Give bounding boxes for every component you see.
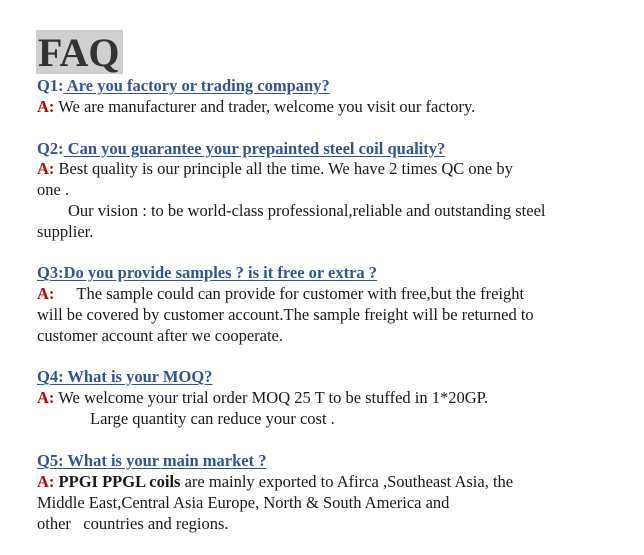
question-number: Q1:: [37, 76, 64, 95]
answer-line: one .: [37, 180, 70, 199]
answer-line: customer account after we cooperate.: [37, 326, 283, 345]
faq-answer-1: [37, 96, 607, 117]
answer-label: A:: [37, 159, 55, 178]
faq-answer-5: [37, 471, 607, 534]
answer-text: We welcome your trial order MOQ 25 T to be stuffed in 1*20GP.: [58, 388, 489, 407]
answer-label: A:: [37, 472, 55, 491]
faq-answer-3: [37, 283, 607, 346]
answer-line: Large quantity can reduce your cost .: [90, 409, 335, 428]
question-text: What is your MOQ?: [67, 367, 213, 386]
answer-bold-text: PPGI PPGL coils: [58, 472, 181, 491]
page-title: FAQ: [36, 30, 123, 74]
question-number: Q4:: [37, 367, 68, 386]
question-number: Q3:: [37, 263, 64, 282]
question-number: Q5:: [37, 451, 68, 470]
answer-line: [37, 471, 607, 492]
answer-label: A:: [37, 388, 55, 407]
answer-label: A:: [37, 284, 55, 303]
answer-text: The sample could can provide for customer with free,but the freight: [76, 284, 525, 303]
answer-label: A:: [37, 97, 55, 116]
answer-line: other countries and regions.: [37, 514, 229, 533]
faq-answer-4: [37, 387, 607, 429]
faq-question-4: [37, 367, 212, 387]
question-text: Are you factory or trading company?: [63, 76, 330, 95]
answer-text: Best quality is our principle all the time. We have 2 times QC one by: [58, 159, 513, 178]
faq-answer-2: [37, 158, 607, 242]
answer-line: [37, 96, 607, 117]
faq-question-2: [37, 139, 445, 159]
answer-line: supplier.: [37, 222, 94, 241]
answer-line: [37, 158, 607, 179]
question-text: Can you guarantee your prepainted steel coil quality?: [63, 139, 446, 158]
question-text: What is your main market ?: [67, 451, 267, 470]
faq-question-5: [37, 451, 266, 471]
answer-line: [37, 283, 607, 304]
answer-line: [37, 387, 607, 408]
answer-line: Our vision : to be world-class professional,reliable and outstanding steel: [68, 201, 546, 220]
faq-question-1: [37, 76, 330, 96]
question-text: Do you provide samples ? is it free or extra ?: [63, 263, 378, 282]
question-number: Q2:: [37, 139, 64, 158]
answer-text: are mainly exported to Afirca ,Southeast Asia, the: [184, 472, 514, 491]
answer-text: We are manufacturer and trader, welcome you visit our factory.: [58, 97, 476, 116]
faq-question-3: [37, 263, 377, 283]
answer-line: Middle East,Central Asia Europe, North & South America and: [37, 493, 450, 512]
answer-line: will be covered by customer account.The sample freight will be returned to: [37, 305, 534, 324]
